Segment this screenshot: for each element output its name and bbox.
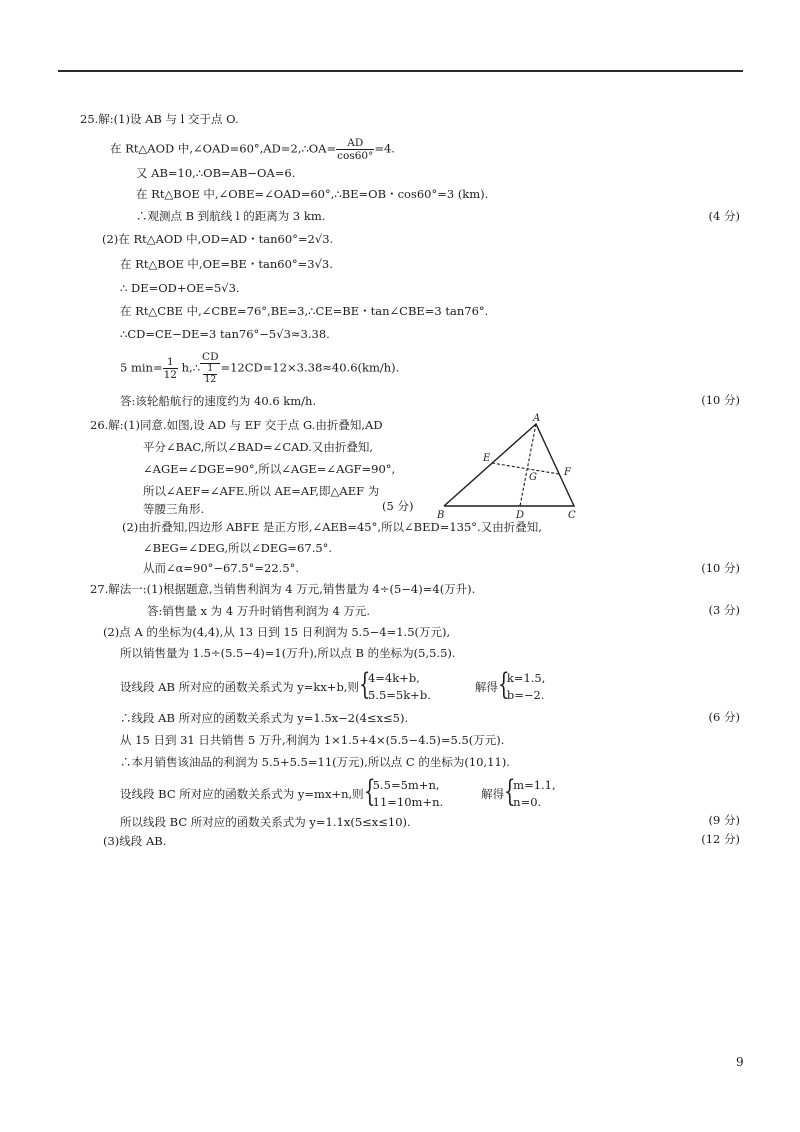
- page-number: 9: [736, 1055, 744, 1069]
- p27-score-4: (12 分): [701, 832, 740, 846]
- p27-line-2: 答:销售量 x 为 4 万升时销售利润为 4 万元.: [147, 604, 371, 618]
- triangle-abc: [444, 424, 574, 506]
- p27-line-3: (2)点 A 的坐标为(4,4),从 13 日到 15 日利润为 5.5−4=1.5(万元),: [103, 625, 451, 639]
- p27-line-10: 所以线段 BC 所对应的函数关系式为 y=1.1x(5≤x≤10).: [120, 815, 411, 829]
- p26-line-7: ∠BEG=∠DEG,所以∠DEG=67.5°.: [143, 541, 333, 555]
- label-g: G: [529, 472, 537, 483]
- min-fraction: $\frac{1}{12}$: [163, 356, 177, 381]
- p25-line-9: 在 Rt△CBE 中,∠CBE=76°,BE=3,∴CE=BE・tan∠CBE=3 tan76°.: [120, 304, 489, 318]
- p27-score-3: (9 分): [708, 813, 740, 827]
- p27-line-6: ∴线段 AB 所对应的函数关系式为 y=1.5x−2(4≤x≤5).: [120, 711, 409, 725]
- p25-score-2: (10 分): [701, 393, 740, 407]
- p27-line-11: (3)线段 AB.: [103, 834, 167, 848]
- p25-line-10: ∴CD=CE−DE=3 tan76°−5√3≈3.38.: [120, 327, 330, 341]
- label-a: A: [533, 413, 541, 424]
- label-c: C: [568, 510, 576, 521]
- p25-line-5: ∴观测点 B 到航线 l 的距离为 3 km.: [136, 209, 326, 223]
- p25-line-12: 答:该轮船航行的速度约为 40.6 km/h.: [120, 394, 317, 408]
- p27-line-4: 所以销售量为 1.5÷(5.5−4)=1(万升),所以点 B 的坐标为(5,5.5).: [120, 646, 456, 660]
- p25-line-3: 又 AB=10,∴OB=AB−OA=6.: [136, 166, 296, 180]
- p26-line-1: 26.解:(1)同意.如图,设 AD 与 EF 交于点 G.由折叠知,AD: [90, 418, 383, 432]
- p25-line-1: 25.解:(1)设 AB 与 l 交于点 O.: [80, 112, 239, 126]
- p25-line-11: 5 min= $\frac{1}{12}$ h,∴ $\frac{CD}{\frac{1}{12}}$ =12CD=12×3.38≈40.6(km/h).: [120, 351, 400, 385]
- speed-complex-fraction: $\frac{CD}{\frac{1}{12}}$: [202, 351, 219, 385]
- header-rule: [58, 70, 743, 72]
- label-e: E: [483, 453, 491, 464]
- p27-score-2: (6 分): [708, 710, 740, 724]
- p25-line-4: 在 Rt△BOE 中,∠OBE=∠OAD=60°,∴BE=OB・cos60°=3 (km).: [136, 187, 489, 201]
- p25-line-7: 在 Rt△BOE 中,OE=BE・tan60°=3√3.: [120, 257, 333, 271]
- p25-line-2: 在 Rt△AOD 中,∠OAD=60°,AD=2,∴OA= $\frac{AD}{\cos 60^\circ}$ =4.: [110, 137, 395, 162]
- p27-score-1: (3 分): [708, 603, 740, 617]
- p26-line-2: 平分∠BAC,所以∠BAD=∠CAD.又由折叠知,: [143, 440, 374, 454]
- solution-bc: { m=1.1, n=0.: [504, 774, 556, 809]
- p27-line-7: 从 15 日到 31 日共销售 5 万升,利润为 1×1.5+4×(5.5−4.5)=5.5(万元).: [120, 733, 505, 747]
- p26-line-6: (2)由折叠知,四边形 ABFE 是正方形,∠AEB=45°,所以∠BED=135°.又由折叠知,: [122, 520, 542, 534]
- p25-score-1: (4 分): [708, 209, 740, 223]
- p27-line-8: ∴本月销售该油品的利润为 5.5+5.5=11(万元),所以点 C 的坐标为(10,11).: [120, 755, 510, 769]
- p25-line-6: (2)在 Rt△AOD 中,OD=AD・tan60°=2√3.: [102, 232, 334, 246]
- p25-line-8: ∴ DE=OD+OE=5√3.: [120, 281, 240, 295]
- segment-ef: [492, 463, 559, 474]
- solution-ab: { k=1.5, b=−2.: [497, 667, 546, 702]
- system-bc: { 5.5=5m+n, 11=10m+n.: [363, 774, 444, 809]
- label-f: F: [564, 467, 571, 478]
- label-d: D: [516, 510, 525, 521]
- p26-line-3: ∠AGE=∠DGE=90°,所以∠AGE=∠AGF=90°,: [143, 462, 396, 476]
- p26-line-8: 从而∠α=90°−67.5°=22.5°.: [143, 561, 300, 575]
- p26-line-5: 等腰三角形.: [143, 502, 205, 516]
- p27-line-1: 27.解法一:(1)根据题意,当销售利润为 4 万元,销售量为 4÷(5−4)=4(万升).: [90, 582, 476, 596]
- p27-line-5: 设线段 AB 所对应的函数关系式为 y=kx+b,则 { 4=4k+b, 5.5=5k+b. 解得 { k=1.5, b=−2.: [120, 667, 546, 702]
- p26-score-1: (5 分): [382, 499, 414, 513]
- label-b: B: [437, 510, 445, 521]
- p26-score-2: (10 分): [701, 561, 740, 575]
- p26-line-4: 所以∠AEF=∠AFE.所以 AE=AF,即△AEF 为: [143, 484, 380, 498]
- p27-line-9: 设线段 BC 所对应的函数关系式为 y=mx+n,则 { 5.5=5m+n, 11=10m+n. 解得 { m=1.1, n=0.: [120, 774, 556, 809]
- oa-fraction: $\frac{AD}{\cos 60^\circ}$: [337, 137, 374, 162]
- system-ab: { 4=4k+b, 5.5=5k+b.: [358, 667, 431, 702]
- folding-triangle-figure: [432, 410, 592, 522]
